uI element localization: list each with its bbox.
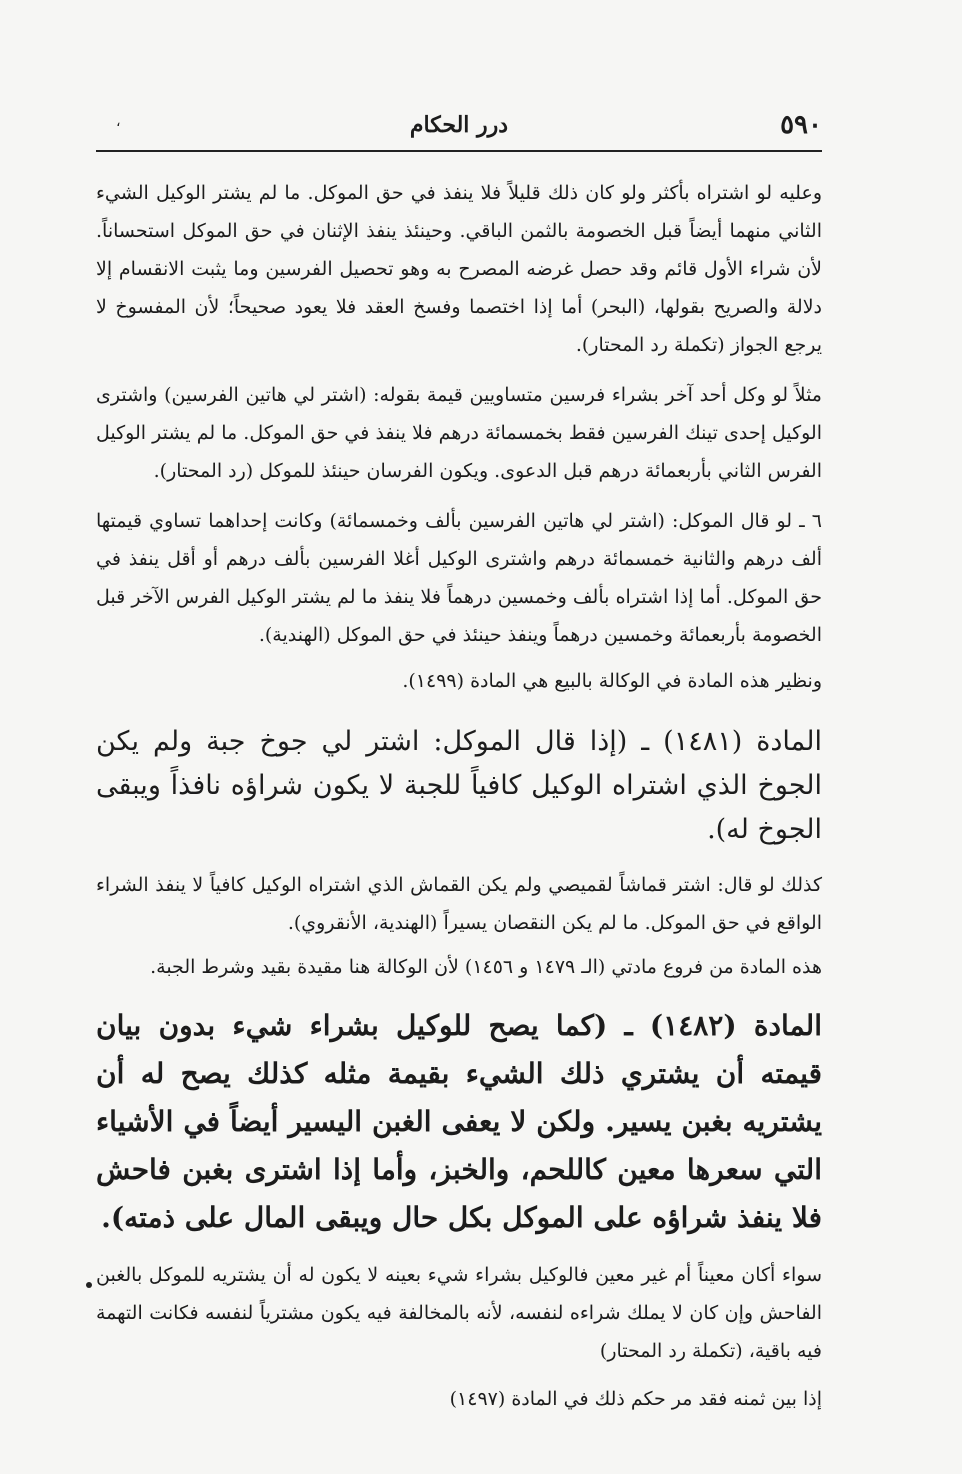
paragraph-note-1481: هذه المادة من فروع مادتي (الـ ١٤٧٩ و ١٤٥٦) لأن الوكالة هنا مقيدة بقيد وشرط الجبة. — [150, 956, 822, 978]
page-header — [96, 110, 822, 152]
header-mark: ، — [116, 114, 121, 130]
paragraph-case-6: ٦ ـ لو قال الموكل: (اشتر لي هاتين الفرسين بألف وخمسمائة) وكانت إحداهما تساوي قيمتها ألف درهم والثانية خمسمائة درهم واشترى الوكيل أغلا الفرسين بألف درهم أو أقل ينفذ في حق الموكل. أما إذا اشتراه بألف وخمسين درهماً فلا ينفذ ما لم يشتر الوكيل الفرس الآخر قبل الخصومة بأربعمائة وخمسين درهماً وينفذ حينئذ في حق الموكل (الهندية). — [96, 510, 822, 646]
page-number: ٥٩٠ — [780, 110, 822, 140]
article-1481: المادة (١٤٨١) ـ (إذا قال الموكل: اشتر لي جوخ جبة ولم يكن الجوخ الذي اشتراه الوكيل كافياً للجبة لا يكون شراؤه نافذاً ويبقى الجوخ له). — [96, 726, 822, 845]
running-title: درر الحكام — [409, 112, 509, 138]
margin-dot — [86, 1282, 92, 1288]
paragraph-commentary-1: وعليه لو اشتراه بأكثر ولو كان ذلك قليلاً فلا ينفذ في حق الموكل. ما لم يشتر الوكيل الشيء الثاني منهما أيضاً قبل الخصومة بالثمن الباقي. وحينئذ ينفذ الإثنان في حق الموكل استحساناً. لأن شراء الأول قائم وقد حصل غرضه المصرح به وهو تحصيل الفرسين وما يثبت الانقسام إلا دلالة والصريح بقولها، (البحر) أما إذا اختصما وفسخ العقد فلا يعود صحيحاً؛ لأن المفسوخ لا يرجع الجواز (تكملة رد المحتار). — [96, 182, 822, 356]
paragraph-commentary-1482: سواء أكان معيناً أم غير معين فالوكيل بشراء شيء بعينه لا يكون له أن يشتريه للموكل بالغبن الفاحش وإن كان لا يملك شراءه لنفسه، لأنه بالمخالفة فيه يكون مشترياً لنفسه فكانت التهمة فيه باقية، (تكملة رد المحتار) — [96, 1264, 822, 1362]
article-1482: المادة (١٤٨٢) ـ (كما يصح للوكيل بشراء شيء بدون بيان قيمته أن يشتري ذلك الشيء بقيمة مثله كذلك يصح له أن يشتريه بغبن يسير. ولكن لا يعفى الغبن اليسير أيضاً في الأشياء التي سعرها معين كاللحم، والخبز، وأما إذا اشترى بغبن فاحش فلا ينفذ شراؤه على الموكل بكل حال ويبقى المال على ذمته). — [96, 1009, 822, 1234]
paragraph-cross-reference: ونظير هذه المادة في الوكالة بالبيع هي المادة (١٤٩٩). — [402, 670, 822, 692]
paragraph-commentary-1481: كذلك لو قال: اشتر قماشاً لقميصي ولم يكن القماش الذي اشتراه الوكيل كافياً لا ينفذ الشراء الواقع في حق الموكل. ما لم يكن النقصان يسيراً (الهندية، الأنقروي). — [96, 874, 822, 934]
page-content — [96, 174, 822, 1418]
paragraph-final-reference: إذا بين ثمنه فقد مر حكم ذلك في المادة (١٤٩٧) — [449, 1388, 822, 1410]
paragraph-example-horses: مثلاً لو وكل أحد آخر بشراء فرسين متساويين قيمة بقوله: (اشتر لي هاتين الفرسين) واشترى الوكيل إحدى تينك الفرسين فقط بخمسمائة درهم فلا ينفذ في حق الموكل. ما لم يشتر الوكيل الفرس الثاني بأربعمائة درهم قبل الدعوى. ويكون الفرسان حينئذ للموكل (رد المحتار). — [96, 384, 822, 482]
